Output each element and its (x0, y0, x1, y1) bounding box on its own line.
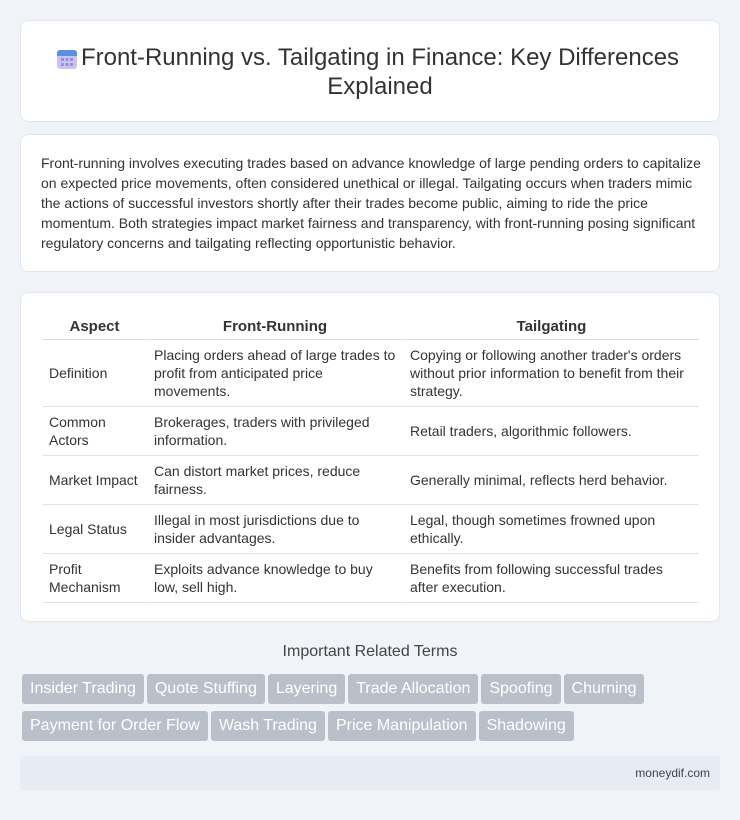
table-row (43, 456, 699, 505)
table-row (43, 340, 699, 407)
title-card (20, 20, 720, 122)
table-row (43, 505, 699, 554)
row-tailgating-cell: Legal, though sometimes frowned upon ethically. (402, 505, 699, 554)
header-tailgating: Tailgating (402, 315, 699, 340)
intro-paragraph: Front-running involves executing trades based on advance knowledge of large pending orders to capitalize on expected price movements, often considered unethical or illegal. Tailgating occurs when traders mimic the actions of successful investors shortly after their trades become public, aiming to ride the price momentum. Both strategies impact market fairness and transparency, with front-running posing significant regulatory concerns and tailgating reflecting opportunistic behavior. (41, 155, 701, 251)
related-term-tag[interactable]: Insider Trading (22, 674, 144, 704)
related-term-tag[interactable]: Quote Stuffing (147, 674, 265, 704)
row-aspect-cell: Definition (43, 340, 146, 407)
row-aspect-cell: Legal Status (43, 505, 146, 554)
related-term-tag[interactable]: Layering (268, 674, 345, 704)
row-aspect-cell: Profit Mechanism (43, 554, 146, 603)
page-title: Front-Running vs. Tailgating in Finance: Key Differences Explained (80, 44, 680, 100)
related-terms-title: Important Related Terms (282, 643, 458, 660)
comparison-card (20, 292, 720, 622)
row-tailgating-cell: Retail traders, algorithmic followers. (402, 407, 699, 456)
comparison-table (43, 315, 699, 603)
row-tailgating-cell: Generally minimal, reflects herd behavior. (402, 456, 699, 505)
row-tailgating-cell: Copying or following another trader's orders without prior information to benefit from their strategy. (402, 340, 699, 407)
related-terms-list (22, 674, 722, 748)
footer-bar (20, 756, 720, 790)
header-front-running: Front-Running (146, 315, 402, 340)
related-term-tag[interactable]: Price Manipulation (328, 711, 476, 741)
row-aspect-cell: Market Impact (43, 456, 146, 505)
related-term-tag[interactable]: Trade Allocation (348, 674, 478, 704)
row-front-running-cell: Exploits advance knowledge to buy low, sell high. (146, 554, 402, 603)
row-front-running-cell: Placing orders ahead of large trades to profit from anticipated price movements. (146, 340, 402, 407)
related-term-tag[interactable]: Spoofing (481, 674, 560, 704)
row-front-running-cell: Brokerages, traders with privileged information. (146, 407, 402, 456)
row-front-running-cell: Illegal in most jurisdictions due to insider advantages. (146, 505, 402, 554)
related-term-tag[interactable]: Wash Trading (211, 711, 325, 741)
table-row (43, 554, 699, 603)
site-credit-link[interactable]: moneydif.com (635, 766, 710, 780)
row-aspect-cell: Common Actors (43, 407, 146, 456)
related-term-tag[interactable]: Shadowing (479, 711, 574, 741)
row-front-running-cell: Can distort market prices, reduce fairness. (146, 456, 402, 505)
table-row (43, 407, 699, 456)
row-tailgating-cell: Benefits from following successful trades after execution. (402, 554, 699, 603)
related-term-tag[interactable]: Churning (564, 674, 645, 704)
intro-card (20, 134, 720, 272)
table-header-row (43, 315, 699, 340)
header-aspect: Aspect (43, 315, 146, 340)
related-term-tag[interactable]: Payment for Order Flow (22, 711, 208, 741)
